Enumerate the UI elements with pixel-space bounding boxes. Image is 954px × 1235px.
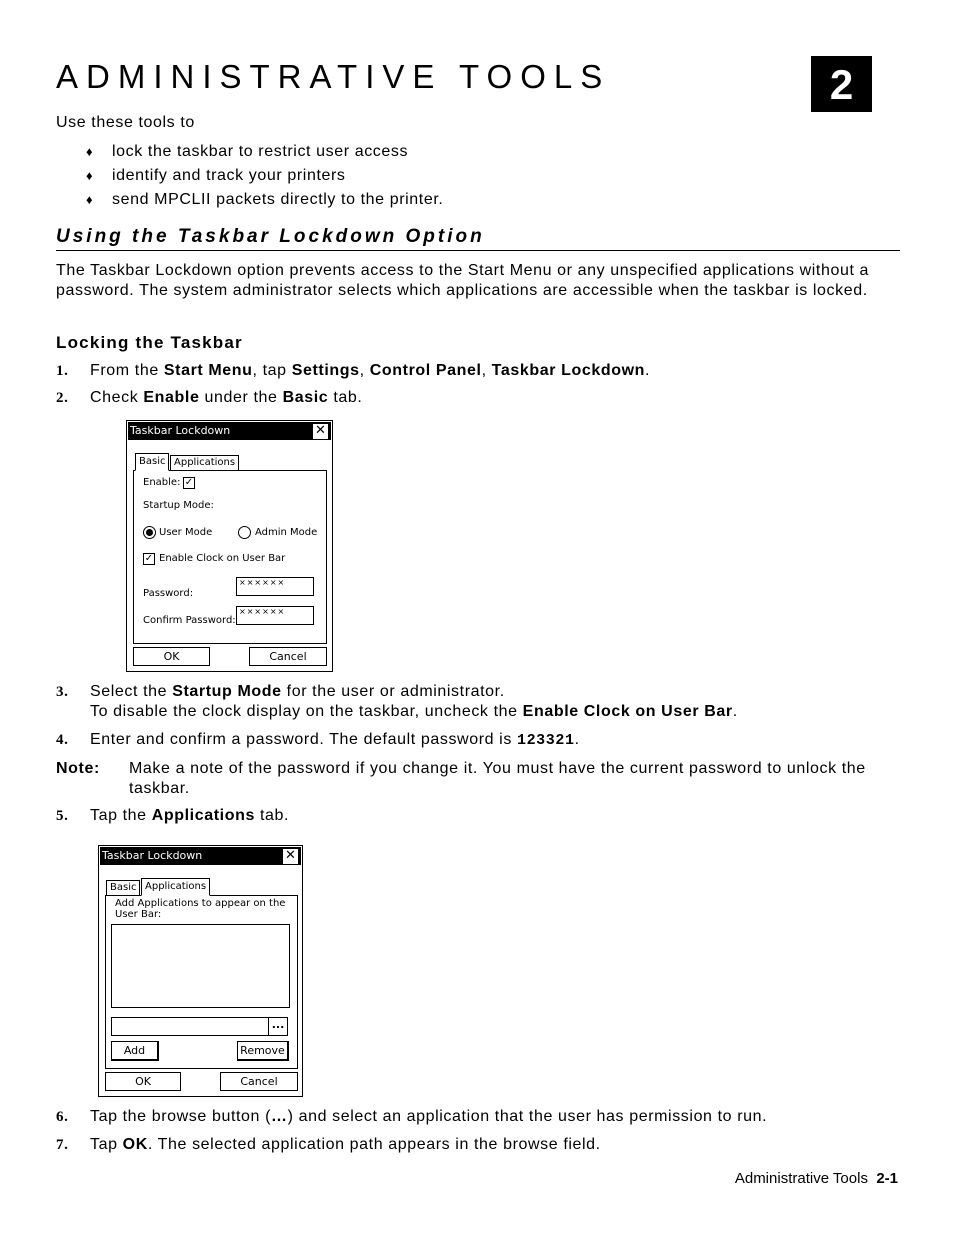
- user-mode-label: User Mode: [159, 527, 213, 538]
- bullet-diamond-icon: ♦: [86, 192, 94, 207]
- note-label: Note:: [56, 760, 100, 777]
- tab-basic[interactable]: Basic: [106, 880, 140, 895]
- add-button[interactable]: Add: [111, 1041, 159, 1061]
- confirm-password-label: Confirm Password:: [143, 615, 236, 626]
- cancel-button[interactable]: Cancel: [249, 647, 327, 666]
- password-label: Password:: [143, 588, 194, 599]
- list-item: ♦ lock the taskbar to restrict user access: [86, 143, 409, 160]
- dialog-titlebar: [100, 847, 301, 865]
- page-number: 2-1: [876, 1170, 898, 1187]
- applications-panel: [105, 895, 298, 1069]
- password-field[interactable]: ××××××: [236, 577, 314, 596]
- remove-button[interactable]: Remove: [237, 1041, 289, 1061]
- dialog-title: Taskbar Lockdown: [130, 424, 231, 437]
- browse-button[interactable]: ...: [268, 1017, 288, 1036]
- step-7: 7. Tap OK. The selected application path appears in the browse field.: [56, 1136, 601, 1153]
- chapter-number: 2: [811, 56, 872, 112]
- step-2: 2. Check Enable under the Basic tab.: [56, 389, 363, 406]
- tab-basic[interactable]: Basic: [135, 453, 169, 471]
- dialog-basic-screenshot: [126, 420, 333, 672]
- step-4: 4. Enter and confirm a password. The default password is 123321.: [56, 731, 580, 749]
- dialog-titlebar: [128, 422, 331, 440]
- tab-applications[interactable]: Applications: [170, 455, 239, 470]
- ok-button[interactable]: OK: [105, 1072, 181, 1091]
- applications-list[interactable]: [111, 924, 290, 1008]
- admin-mode-radio[interactable]: [238, 526, 251, 539]
- applications-instructions: Add Applications to appear on the User Bar:: [115, 898, 286, 920]
- admin-mode-label: Admin Mode: [255, 527, 318, 538]
- clock-checkbox[interactable]: ✓: [144, 553, 154, 564]
- step-1: 1. From the Start Menu, tap Settings, Control Panel, Taskbar Lockdown.: [56, 362, 651, 379]
- list-item: ♦ send MPCLII packets directly to the printer.: [86, 191, 444, 208]
- cancel-button[interactable]: Cancel: [220, 1072, 298, 1091]
- subsection-heading: Locking the Taskbar: [56, 333, 243, 352]
- page-footer: [735, 1170, 898, 1187]
- section-body: The Taskbar Lockdown option prevents access to the Start Menu or any unspecified applications without a password. The system administrator selects which applications are accessible when the taskbar is locked.: [56, 262, 870, 299]
- chapter-title: ADMINISTRATIVE TOOLS: [56, 58, 611, 95]
- step-3: 3. Select the Startup Mode for the user or administrator.: [56, 683, 505, 700]
- dialog-title: Taskbar Lockdown: [102, 849, 203, 862]
- bullet-diamond-icon: ♦: [86, 144, 94, 159]
- clock-label: Enable Clock on User Bar: [159, 553, 286, 564]
- list-item: ♦ identify and track your printers: [86, 167, 346, 184]
- step-5: 5. Tap the Applications tab.: [56, 807, 290, 824]
- section-heading: Using the Taskbar Lockdown Option: [56, 226, 485, 247]
- dialog-applications-screenshot: [98, 845, 303, 1097]
- confirm-password-field[interactable]: ××××××: [236, 606, 314, 625]
- section-rule: [56, 250, 900, 251]
- step-3-line-2: To disable the clock display on the taskbar, uncheck the Enable Clock on User Bar.: [90, 703, 738, 720]
- tab-applications[interactable]: Applications: [141, 878, 210, 896]
- step-6: 6. Tap the browse button (…) and select an application that the user has permission to run.: [56, 1108, 768, 1125]
- bullet-diamond-icon: ♦: [86, 168, 94, 183]
- enable-checkbox[interactable]: ✓: [184, 477, 194, 488]
- note-text: Make a note of the password if you change it. You must have the current password to unlock the taskbar.: [129, 760, 866, 797]
- footer-text: Administrative Tools: [734, 1170, 868, 1187]
- close-icon[interactable]: ✕: [282, 848, 299, 865]
- basic-panel: [133, 470, 327, 644]
- enable-label: Enable:: [143, 477, 181, 488]
- close-icon[interactable]: ✕: [312, 423, 329, 440]
- startup-mode-label: Startup Mode:: [143, 500, 214, 511]
- intro-text: Use these tools to: [56, 114, 195, 131]
- user-mode-radio[interactable]: [143, 526, 156, 539]
- browse-field[interactable]: [111, 1017, 270, 1036]
- ok-button[interactable]: OK: [133, 647, 210, 666]
